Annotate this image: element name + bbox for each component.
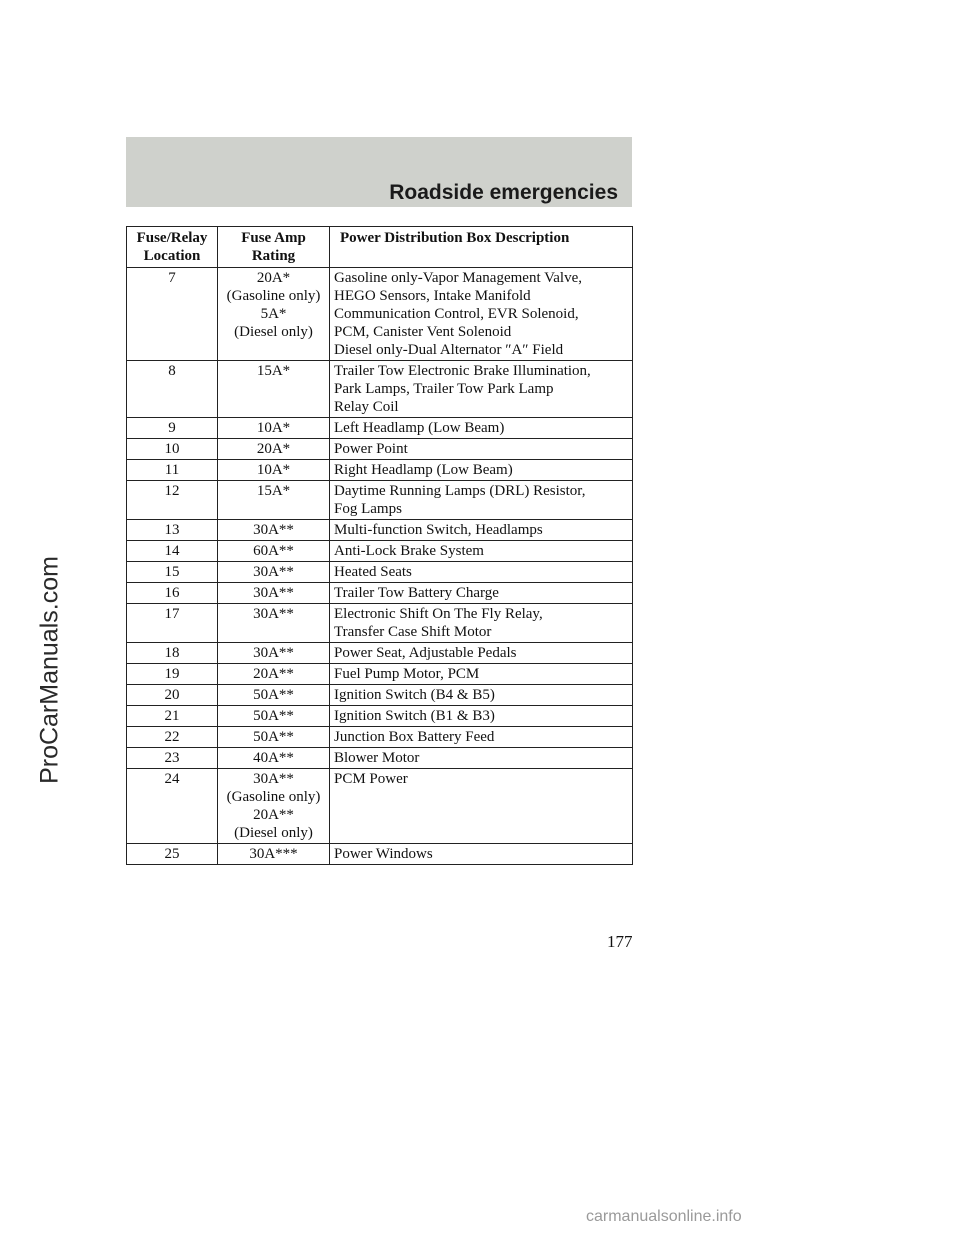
table-row (127, 727, 633, 748)
fuse-description-cell (330, 604, 633, 643)
fuse-description-line: HEGO Sensors, Intake Manifold (334, 288, 531, 304)
section-header-band (126, 137, 632, 207)
fuse-description-line: Power Point (334, 441, 408, 457)
fuse-description-cell (330, 769, 633, 844)
fuse-location-cell: 18 (127, 643, 218, 664)
fuse-description-line: Gasoline only-Vapor Management Valve, (334, 270, 582, 286)
fuse-amp-line: 50A** (253, 708, 294, 724)
fuse-amp-line: 30A** (253, 645, 294, 661)
fuse-amp-cell (218, 439, 330, 460)
fuse-amp-cell (218, 460, 330, 481)
fuse-amp-line: 40A** (253, 750, 294, 766)
fuse-amp-cell (218, 541, 330, 562)
fuse-location-cell: 19 (127, 664, 218, 685)
table-row (127, 418, 633, 439)
fuse-amp-line: 15A* (256, 363, 291, 379)
column-header-location: Fuse/Relay Location (127, 227, 218, 268)
fuse-location-cell: 13 (127, 520, 218, 541)
fuse-description-cell (330, 844, 633, 865)
table-row (127, 361, 633, 418)
fuse-location-cell: 8 (127, 361, 218, 418)
fuse-location-cell: 9 (127, 418, 218, 439)
fuse-amp-cell (218, 604, 330, 643)
fuse-description-cell (330, 439, 633, 460)
fuse-amp-cell (218, 727, 330, 748)
fuse-amp-cell (218, 481, 330, 520)
fuse-description-line: Blower Motor (334, 750, 420, 766)
section-title: Roadside emergencies (389, 181, 618, 204)
fuse-amp-line: 5A* (260, 306, 287, 322)
fuse-amp-line: 15A* (256, 483, 291, 499)
fuse-amp-line: 30A** (253, 771, 294, 787)
fuse-description-line: Park Lamps, Trailer Tow Park Lamp (334, 381, 554, 397)
table-row (127, 706, 633, 727)
fuse-location-cell: 11 (127, 460, 218, 481)
fuse-location-cell: 25 (127, 844, 218, 865)
fuse-description-cell (330, 460, 633, 481)
fuse-description-cell (330, 418, 633, 439)
fuse-description-cell (330, 748, 633, 769)
fuse-description-cell (330, 481, 633, 520)
fuse-amp-line: 10A* (256, 420, 291, 436)
table-row (127, 664, 633, 685)
fuse-table (126, 226, 633, 865)
table-row (127, 685, 633, 706)
fuse-description-line: PCM Power (334, 771, 408, 787)
fuse-description-cell (330, 361, 633, 418)
fuse-location-cell: 21 (127, 706, 218, 727)
fuse-description-cell (330, 727, 633, 748)
fuse-amp-cell (218, 643, 330, 664)
fuse-description-cell (330, 664, 633, 685)
fuse-location-cell: 22 (127, 727, 218, 748)
fuse-amp-line: (Gasoline only) (226, 789, 321, 805)
fuse-description-cell (330, 643, 633, 664)
fuse-description-line: Ignition Switch (B4 & B5) (334, 687, 495, 703)
fuse-location-cell: 14 (127, 541, 218, 562)
fuse-amp-cell (218, 844, 330, 865)
fuse-description-line: Multi-function Switch, Headlamps (334, 522, 543, 538)
table-row (127, 769, 633, 844)
fuse-amp-cell (218, 706, 330, 727)
fuse-amp-line: 10A* (256, 462, 291, 478)
table-row (127, 844, 633, 865)
table-row (127, 439, 633, 460)
fuse-amp-cell (218, 685, 330, 706)
fuse-amp-line: 30A** (253, 564, 294, 580)
fuse-description-line: Right Headlamp (Low Beam) (334, 462, 513, 478)
column-header-description: Power Distribution Box Description (330, 227, 633, 268)
table-row (127, 481, 633, 520)
fuse-description-cell (330, 268, 633, 361)
side-watermark-text: ProCarManuals.com (35, 556, 64, 784)
fuse-description-line: PCM, Canister Vent Solenoid (334, 324, 512, 340)
fuse-amp-cell (218, 769, 330, 844)
fuse-amp-line: 30A** (253, 585, 294, 601)
table-row (127, 520, 633, 541)
fuse-amp-line: (Diesel only) (234, 825, 313, 841)
table-row (127, 583, 633, 604)
fuse-description-line: Fuel Pump Motor, PCM (334, 666, 480, 682)
fuse-description-cell (330, 520, 633, 541)
fuse-amp-line: 20A* (256, 441, 291, 457)
fuse-amp-line: 50A** (253, 687, 294, 703)
fuse-amp-line: 50A** (253, 729, 294, 745)
bottom-watermark: carmanualsonline.info (586, 1208, 742, 1225)
fuse-description-line: Diesel only-Dual Alternator ″A″ Field (334, 342, 564, 358)
fuse-location-cell: 15 (127, 562, 218, 583)
fuse-amp-cell (218, 361, 330, 418)
fuse-description-line: Junction Box Battery Feed (334, 729, 495, 745)
fuse-description-line: Left Headlamp (Low Beam) (334, 420, 505, 436)
fuse-location-cell: 23 (127, 748, 218, 769)
fuse-description-line: Ignition Switch (B1 & B3) (334, 708, 495, 724)
fuse-description-line: Daytime Running Lamps (DRL) Resistor, (334, 483, 586, 499)
fuse-amp-cell (218, 268, 330, 361)
fuse-description-line: Heated Seats (334, 564, 412, 580)
fuse-amp-line: (Gasoline only) (226, 288, 321, 304)
fuse-amp-cell (218, 562, 330, 583)
fuse-location-cell: 24 (127, 769, 218, 844)
fuse-location-cell: 16 (127, 583, 218, 604)
fuse-amp-cell (218, 583, 330, 604)
table-row (127, 748, 633, 769)
fuse-amp-cell (218, 664, 330, 685)
fuse-amp-line: 30A** (253, 606, 294, 622)
fuse-description-line: Relay Coil (334, 399, 399, 415)
fuse-amp-cell (218, 418, 330, 439)
fuse-description-line: Fog Lamps (334, 501, 402, 517)
fuse-amp-line: 60A** (253, 543, 294, 559)
fuse-amp-line: 20A* (256, 270, 291, 286)
fuse-description-cell (330, 541, 633, 562)
fuse-amp-line: 30A*** (249, 846, 298, 862)
fuse-amp-cell (218, 520, 330, 541)
table-row (127, 604, 633, 643)
fuse-table-body (127, 268, 633, 865)
fuse-description-cell (330, 706, 633, 727)
fuse-amp-cell (218, 748, 330, 769)
fuse-description-line: Electronic Shift On The Fly Relay, (334, 606, 543, 622)
fuse-description-cell (330, 583, 633, 604)
fuse-description-line: Power Seat, Adjustable Pedals (334, 645, 517, 661)
table-row (127, 460, 633, 481)
fuse-description-line: Trailer Tow Battery Charge (334, 585, 499, 601)
table-row (127, 268, 633, 361)
fuse-description-line: Communication Control, EVR Solenoid, (334, 306, 579, 322)
side-watermark (20, 520, 80, 820)
fuse-location-cell: 7 (127, 268, 218, 361)
table-header-row (127, 227, 633, 268)
fuse-description-line: Transfer Case Shift Motor (334, 624, 492, 640)
fuse-location-cell: 12 (127, 481, 218, 520)
fuse-amp-line: (Diesel only) (234, 324, 313, 340)
fuse-amp-line: 20A** (253, 807, 294, 823)
fuse-location-cell: 20 (127, 685, 218, 706)
fuse-description-line: Trailer Tow Electronic Brake Illumination, (334, 363, 591, 379)
fuse-description-cell (330, 685, 633, 706)
page-number: 177 (607, 932, 633, 951)
table-row (127, 541, 633, 562)
fuse-amp-line: 30A** (253, 522, 294, 538)
fuse-amp-line: 20A** (253, 666, 294, 682)
column-header-amp: Fuse Amp Rating (218, 227, 330, 268)
fuse-description-line: Power Windows (334, 846, 433, 862)
fuse-description-line: Anti-Lock Brake System (334, 543, 484, 559)
fuse-description-cell (330, 562, 633, 583)
table-row (127, 562, 633, 583)
fuse-location-cell: 17 (127, 604, 218, 643)
table-row (127, 643, 633, 664)
fuse-location-cell: 10 (127, 439, 218, 460)
